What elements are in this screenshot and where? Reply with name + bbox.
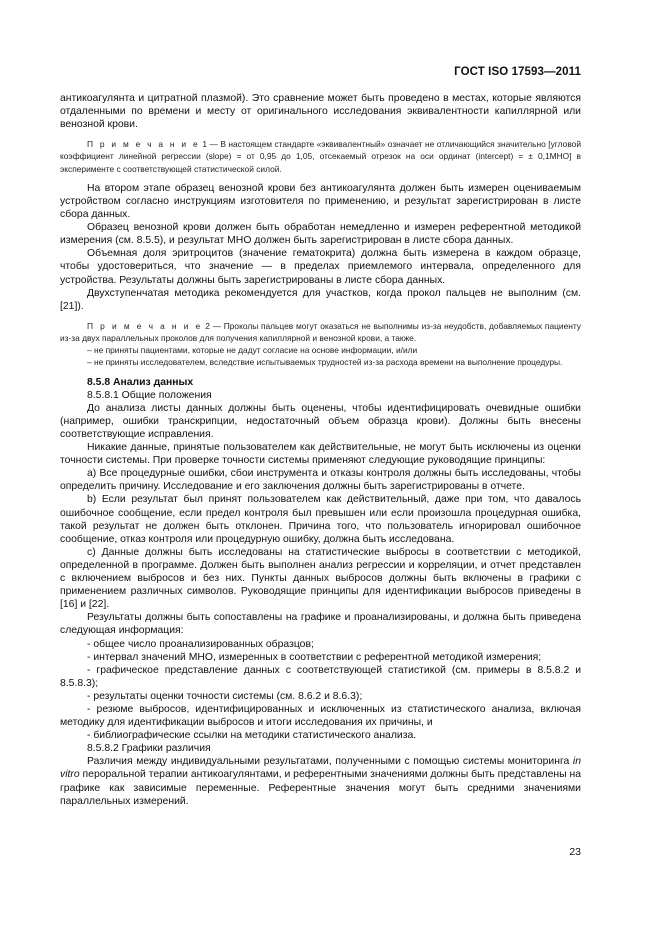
note-label: П р и м е ч а н и е xyxy=(87,320,203,331)
note-list-item: – не приняты пациентами, которые не дадут согласие на основе информации, и/или xyxy=(87,345,418,356)
paragraph-text: пероральной терапии антикоагулянтами, и референтными значениями должны быть представлены на графике как зависимые переменные. Референтные значения могут быть средними значениями параллельных измерений. xyxy=(60,769,581,807)
note-1 xyxy=(60,138,581,175)
page-body xyxy=(60,92,581,808)
paragraph: Никакие данные, принятые пользователем как действительные, не могут быть исключены из оценки точности системы. При проверке точности системы применяют следующие руководящие принципы: xyxy=(60,442,581,467)
list-item-a: a) Все процедурные ошибки, сбои инструмента и отказы контроля должны быть исследованы, чтобы определить причину. Исследование и его заключения должны быть зарегистрированы в отчете. xyxy=(60,468,581,493)
paragraph-continuation: антикоагулянта и цитратной плазмой). Это сравнение может быть проведено в местах, которые являются отдаленными по времени и месту от оригинального исследования эквивалентности капиллярной или венозной крови. xyxy=(60,93,581,131)
subsection-heading: 8.5.8.1 Общие положения xyxy=(87,389,212,401)
paragraph: Объемная доля эритроцитов (значение гематокрита) должна быть измерена в каждом образце, чтобы удостовериться, что значение — в пределах приемлемого интервала, определенного для устройства. Результаты должны быть зарегистрированы в листе сбора данных. xyxy=(60,248,581,286)
note-list-item: – не приняты исследователем, вследствие испытываемых трудностей из-за расхода времени на выполнение процедуры. xyxy=(87,357,563,368)
paragraph: Образец венозной крови должен быть обработан немедленно и измерен референтной методикой измерения (см. 8.5.5), и результат МНО должен быть зарегистрирован в листе сбора данных. xyxy=(60,222,581,247)
list-item-b: b) Если результат был принят пользователем как действительный, даже при том, что давалось ошибочное сообщение, если предел контроля был превышен или если произошла процедурная ошибка, такой результат не должен быть отклонен. Причина того, что пользователь игнорировал ошибочное сообщение, отказ контроля или процедурную ошибку, должна быть исследована. xyxy=(60,494,581,545)
note-text: 1 — В настоящем стандарте «эквивалентный» означает не отличающийся значительно [угловой коэффициент линейной регрессии (slope) = от 0,95 до 1,05, отсекаемый отрезок на оси ординат (intercept) = ± 0,1МНО] в эксперименте с соответствующей статистической силой. xyxy=(60,139,582,174)
bullet-item: - результаты оценки точности системы (см. 8.6.2 и 8.6.3); xyxy=(87,690,363,702)
paragraph xyxy=(60,755,581,807)
list-item-c: c) Данные должны быть исследованы на статистические выбросы в соответствии с методикой, определенной в программе. Должен быть выполнен анализ регрессии и корреляции, и отчет представлен с включением выбросов и без них. Пункты данных выбросов должны быть включены в графики с применением различных символов. Руководящие принципы для идентификации выбросов приведены в [16] и [22]. xyxy=(60,546,581,611)
section-heading: 8.5.8 Анализ данных xyxy=(87,376,194,388)
page-number: 23 xyxy=(569,846,581,858)
bullet-item: - библиографические ссылки на методики статистического анализа. xyxy=(87,730,417,742)
paragraph: На втором этапе образец венозной крови без антикоагулянта должен быть измерен оцениваемым устройством согласно инструкциям изготовителя по применению, и результат зарегистрирован в листе сбора данных. xyxy=(60,182,581,221)
note-text: 2 — Проколы пальцев могут оказаться не выполнимы из-за неудобств, добавляемых пациенту из-за двух параллельных проколов для получения капиллярной и венозной крови, а также. xyxy=(60,320,581,344)
note-label: П р и м е ч а н и е xyxy=(87,139,200,150)
italic-term: in vitro xyxy=(60,756,581,781)
note-2 xyxy=(60,320,581,344)
paragraph: Двухступенчатая методика рекомендуется для участков, когда прокол пальцев не выполним (см. [21]). xyxy=(60,287,581,312)
subsection-heading: 8.5.8.2 Графики различия xyxy=(87,743,211,755)
paragraph-text: Различия между индивидуальными результатами, полученными с помощью системы мониторинга xyxy=(87,756,573,768)
paragraph: До анализа листы данных должны быть оценены, чтобы идентифицировать очевидные ошибки (например, ошибки транскрипции, недостаточный объем образца крови). Должны быть внесены соответствующие исправления. xyxy=(60,402,581,441)
bullet-item: - графическое представление данных с соответствующей статистикой (см. примеры в 8.5.8.2 и 8.5.8.3); xyxy=(60,664,581,689)
bullet-item: - резюме выбросов, идентифицированных и исключенных из статистического анализа, включая методику для идентификации выбросов и итоги исследования их причины, и xyxy=(60,703,581,729)
bullet-item: - общее число проанализированных образцов; xyxy=(87,638,314,650)
bullet-item: - интервал значений МНО, измеренных в соответствии с референтной методикой измерения; xyxy=(87,651,542,663)
paragraph: Результаты должны быть сопоставлены на графике и проанализированы, и должна быть приведена следующая информация: xyxy=(60,612,581,637)
document-header: ГОСТ ISO 17593—2011 xyxy=(454,66,581,78)
